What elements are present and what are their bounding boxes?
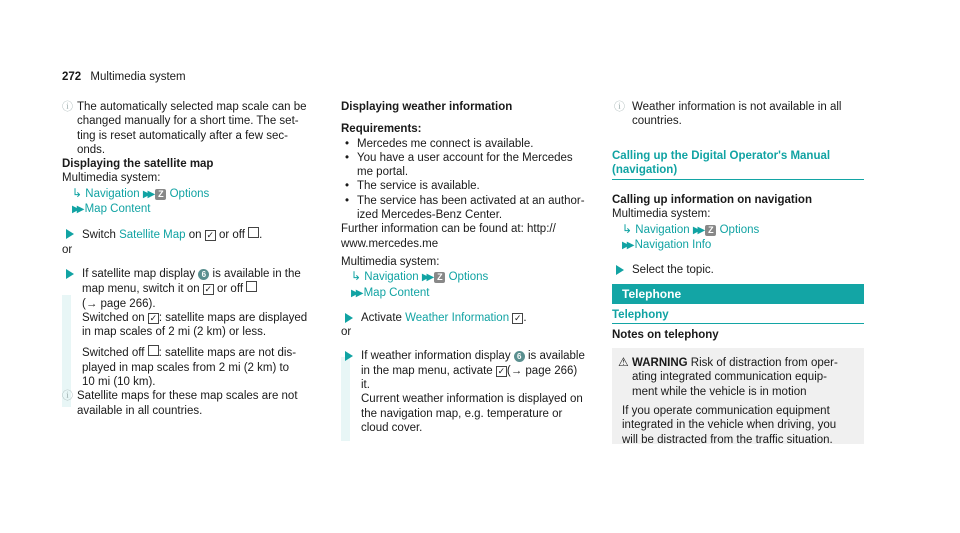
- warning-text: ating integrated communication equip-: [632, 371, 827, 384]
- heading-digital-manual: [612, 149, 867, 178]
- checkbox-checked-icon: ✓: [514, 312, 522, 323]
- list-item: me portal.: [357, 166, 409, 179]
- warning-text: will be distracted from the traffic situation.: [622, 433, 833, 446]
- checkbox-empty-icon: [248, 227, 259, 238]
- step-text: the navigation map, e.g. temperature or: [361, 407, 563, 420]
- step-text: : satellite maps are not dis-: [158, 347, 297, 360]
- heading-telephony: Telephony: [612, 309, 669, 321]
- weather-information-link[interactable]: Weather Information: [405, 311, 510, 324]
- multimedia-system-label: Multimedia system:: [612, 208, 711, 221]
- nav-path: [341, 269, 611, 285]
- badge-6-icon: 6: [514, 351, 525, 362]
- note-line: Weather information is not available in all: [632, 101, 842, 113]
- step-text: : satellite maps are displayed: [158, 311, 308, 324]
- checkbox-empty-icon: [148, 345, 159, 356]
- step-text: Select the topic.: [632, 264, 714, 277]
- requirements-label: Requirements:: [341, 123, 422, 136]
- step-text: map menu, switch it on: [82, 283, 200, 296]
- heading-line: (navigation): [612, 163, 678, 176]
- heading-weather: Displaying weather information: [341, 101, 513, 113]
- note-weather: [612, 100, 867, 129]
- list-item: • The service is available.: [357, 179, 611, 193]
- note-line: countries.: [632, 115, 682, 128]
- nav-path-2: [62, 202, 332, 217]
- column-3: [612, 100, 867, 446]
- heading-line: Calling up the Digital Operator's Manual: [612, 149, 831, 162]
- checkbox-checked-icon: ✓: [497, 365, 506, 376]
- step-text: on: [188, 229, 202, 242]
- warning-text: If you operate communication equipment: [622, 405, 830, 417]
- badge-6-icon: 6: [198, 269, 209, 280]
- satellite-map-link[interactable]: Satellite Map: [119, 229, 186, 242]
- divider: [612, 179, 864, 180]
- note-line: available in all countries.: [77, 404, 203, 417]
- note-line: onds.: [77, 143, 106, 156]
- step-text: If weather information display: [361, 350, 511, 363]
- nav-path-2: [612, 238, 867, 253]
- arrow-icon: ↳: [622, 221, 633, 236]
- step-text: or off: [217, 283, 244, 296]
- options-icon: Z: [155, 189, 166, 200]
- nav-link-map-content[interactable]: Map Content: [84, 203, 151, 216]
- warning-label: WARNING: [632, 357, 688, 369]
- heading-satellite-map: Displaying the satellite map: [62, 158, 214, 171]
- nav-path-2: [341, 286, 611, 301]
- warning-text: Risk of distraction from oper-: [690, 357, 838, 369]
- nav-link-navigation[interactable]: Navigation: [364, 271, 419, 284]
- info-icon: ⓘ: [62, 390, 73, 403]
- info-icon: ⓘ: [62, 101, 73, 113]
- options-icon: Z: [705, 225, 716, 236]
- note-line: ting is reset automatically after a few sec-: [77, 129, 288, 142]
- double-chevron-icon: ▶▶: [351, 287, 361, 299]
- checkbox-checked-icon: ✓: [204, 284, 213, 295]
- step-arrow-icon: [66, 269, 74, 279]
- step-text: it.: [361, 379, 370, 392]
- step-switch: Switch Satellite Map on ✓ or off .: [62, 227, 332, 242]
- step-arrow-icon: [345, 313, 353, 323]
- section-banner-telephone: Telephone: [612, 284, 864, 304]
- note-line: Satellite maps for these map scales are not: [77, 390, 298, 403]
- step-text: cloud cover.: [361, 421, 423, 434]
- warning-text: integrated in the vehicle when driving, you: [622, 419, 837, 432]
- column-2: [341, 100, 611, 435]
- checkbox-checked-icon: ✓: [149, 312, 158, 323]
- step-select-topic: [612, 263, 867, 277]
- checkbox-empty-icon: [246, 281, 257, 292]
- step-text: is available in the: [212, 267, 301, 280]
- double-chevron-icon: ▶▶: [142, 188, 153, 200]
- note-satellite-maps: [62, 389, 332, 418]
- step-satellite-display: [62, 267, 332, 389]
- divider: [612, 323, 864, 324]
- nav-link-navigation[interactable]: Navigation: [635, 223, 690, 236]
- note-line: changed manually for a short time. The set-: [77, 115, 299, 128]
- nav-link-navigation-info[interactable]: Navigation Info: [634, 239, 712, 252]
- nav-link-options[interactable]: Options: [719, 223, 760, 236]
- step-arrow-icon: [616, 265, 624, 275]
- double-chevron-icon: ▶▶: [72, 204, 82, 216]
- step-text: or off: [218, 229, 245, 242]
- warning-header: [618, 355, 857, 399]
- list-item: • Mercedes me connect is available.: [357, 137, 611, 151]
- nav-link-map-content[interactable]: Map Content: [363, 286, 430, 299]
- step-text: Switch: [82, 229, 116, 242]
- step-weather-display: [341, 349, 611, 435]
- double-chevron-icon: ▶▶: [421, 272, 432, 284]
- step-text: If satellite map display: [82, 267, 196, 280]
- note-scale: [62, 100, 332, 157]
- step-text: in the map menu, activate: [361, 364, 493, 377]
- further-info-url[interactable]: www.mercedes.me: [341, 237, 439, 250]
- step-text: in map scales of 2 mi (2 km) or less.: [82, 326, 267, 339]
- options-icon: Z: [434, 272, 445, 283]
- step-text: Switched on: [82, 311, 145, 324]
- step-text: is available: [527, 350, 585, 363]
- arrow-icon: ↳: [351, 269, 362, 284]
- warning-text: ment while the vehicle is in motion: [632, 385, 807, 398]
- heading-calling-up: Calling up information on navigation: [612, 194, 812, 207]
- list-item: • The service has been activated at an author-: [357, 194, 611, 208]
- checkbox-checked-icon: ✓: [206, 230, 215, 241]
- step-text: Switched off: [82, 347, 145, 360]
- page-ref[interactable]: (→ page 266): [506, 364, 578, 377]
- column-1: [62, 100, 332, 418]
- warning-box: [612, 348, 864, 444]
- multimedia-system-label: Multimedia system:: [341, 255, 440, 268]
- warning-body: [622, 404, 857, 447]
- step-arrow-icon: [345, 351, 353, 361]
- step-text: Activate: [361, 311, 402, 324]
- step-arrow-icon: [66, 229, 74, 239]
- further-info: Further information can be found at: http://: [341, 223, 556, 236]
- or-text: or: [62, 243, 73, 256]
- arrow-icon: ↳: [72, 185, 83, 200]
- note-line: The automatically selected map scale can be: [77, 101, 307, 113]
- nav-path: [612, 222, 867, 238]
- multimedia-system-label: Multimedia system:: [62, 172, 161, 185]
- list-item: • You have a user account for the Mercedes: [357, 151, 611, 165]
- page-title: Multimedia system: [90, 71, 186, 83]
- list-item: ized Mercedes-Benz Center.: [357, 209, 503, 222]
- heading-notes-telephony: Notes on telephony: [612, 329, 719, 341]
- nav-link-options[interactable]: Options: [448, 271, 489, 284]
- page-number: 272: [62, 71, 82, 83]
- step-activate: Activate Weather Information ✓ .: [341, 311, 611, 325]
- step-text: played in map scales from 2 mi (2 km) to: [82, 361, 290, 374]
- page-ref[interactable]: (→ page 266).: [82, 297, 156, 310]
- page-header: [62, 70, 186, 84]
- nav-link-options[interactable]: Options: [169, 187, 210, 200]
- nav-path: [62, 186, 332, 202]
- or-text: or: [341, 326, 352, 339]
- step-text: Current weather information is displayed on: [361, 393, 583, 406]
- warning-triangle-icon: ⚠: [618, 355, 629, 369]
- double-chevron-icon: ▶▶: [692, 224, 703, 236]
- requirements-list: [341, 137, 611, 223]
- step-text: 10 mi (10 km).: [82, 376, 156, 389]
- double-chevron-icon: ▶▶: [622, 240, 632, 252]
- info-icon: ⓘ: [614, 101, 625, 113]
- nav-link-navigation[interactable]: Navigation: [85, 187, 140, 200]
